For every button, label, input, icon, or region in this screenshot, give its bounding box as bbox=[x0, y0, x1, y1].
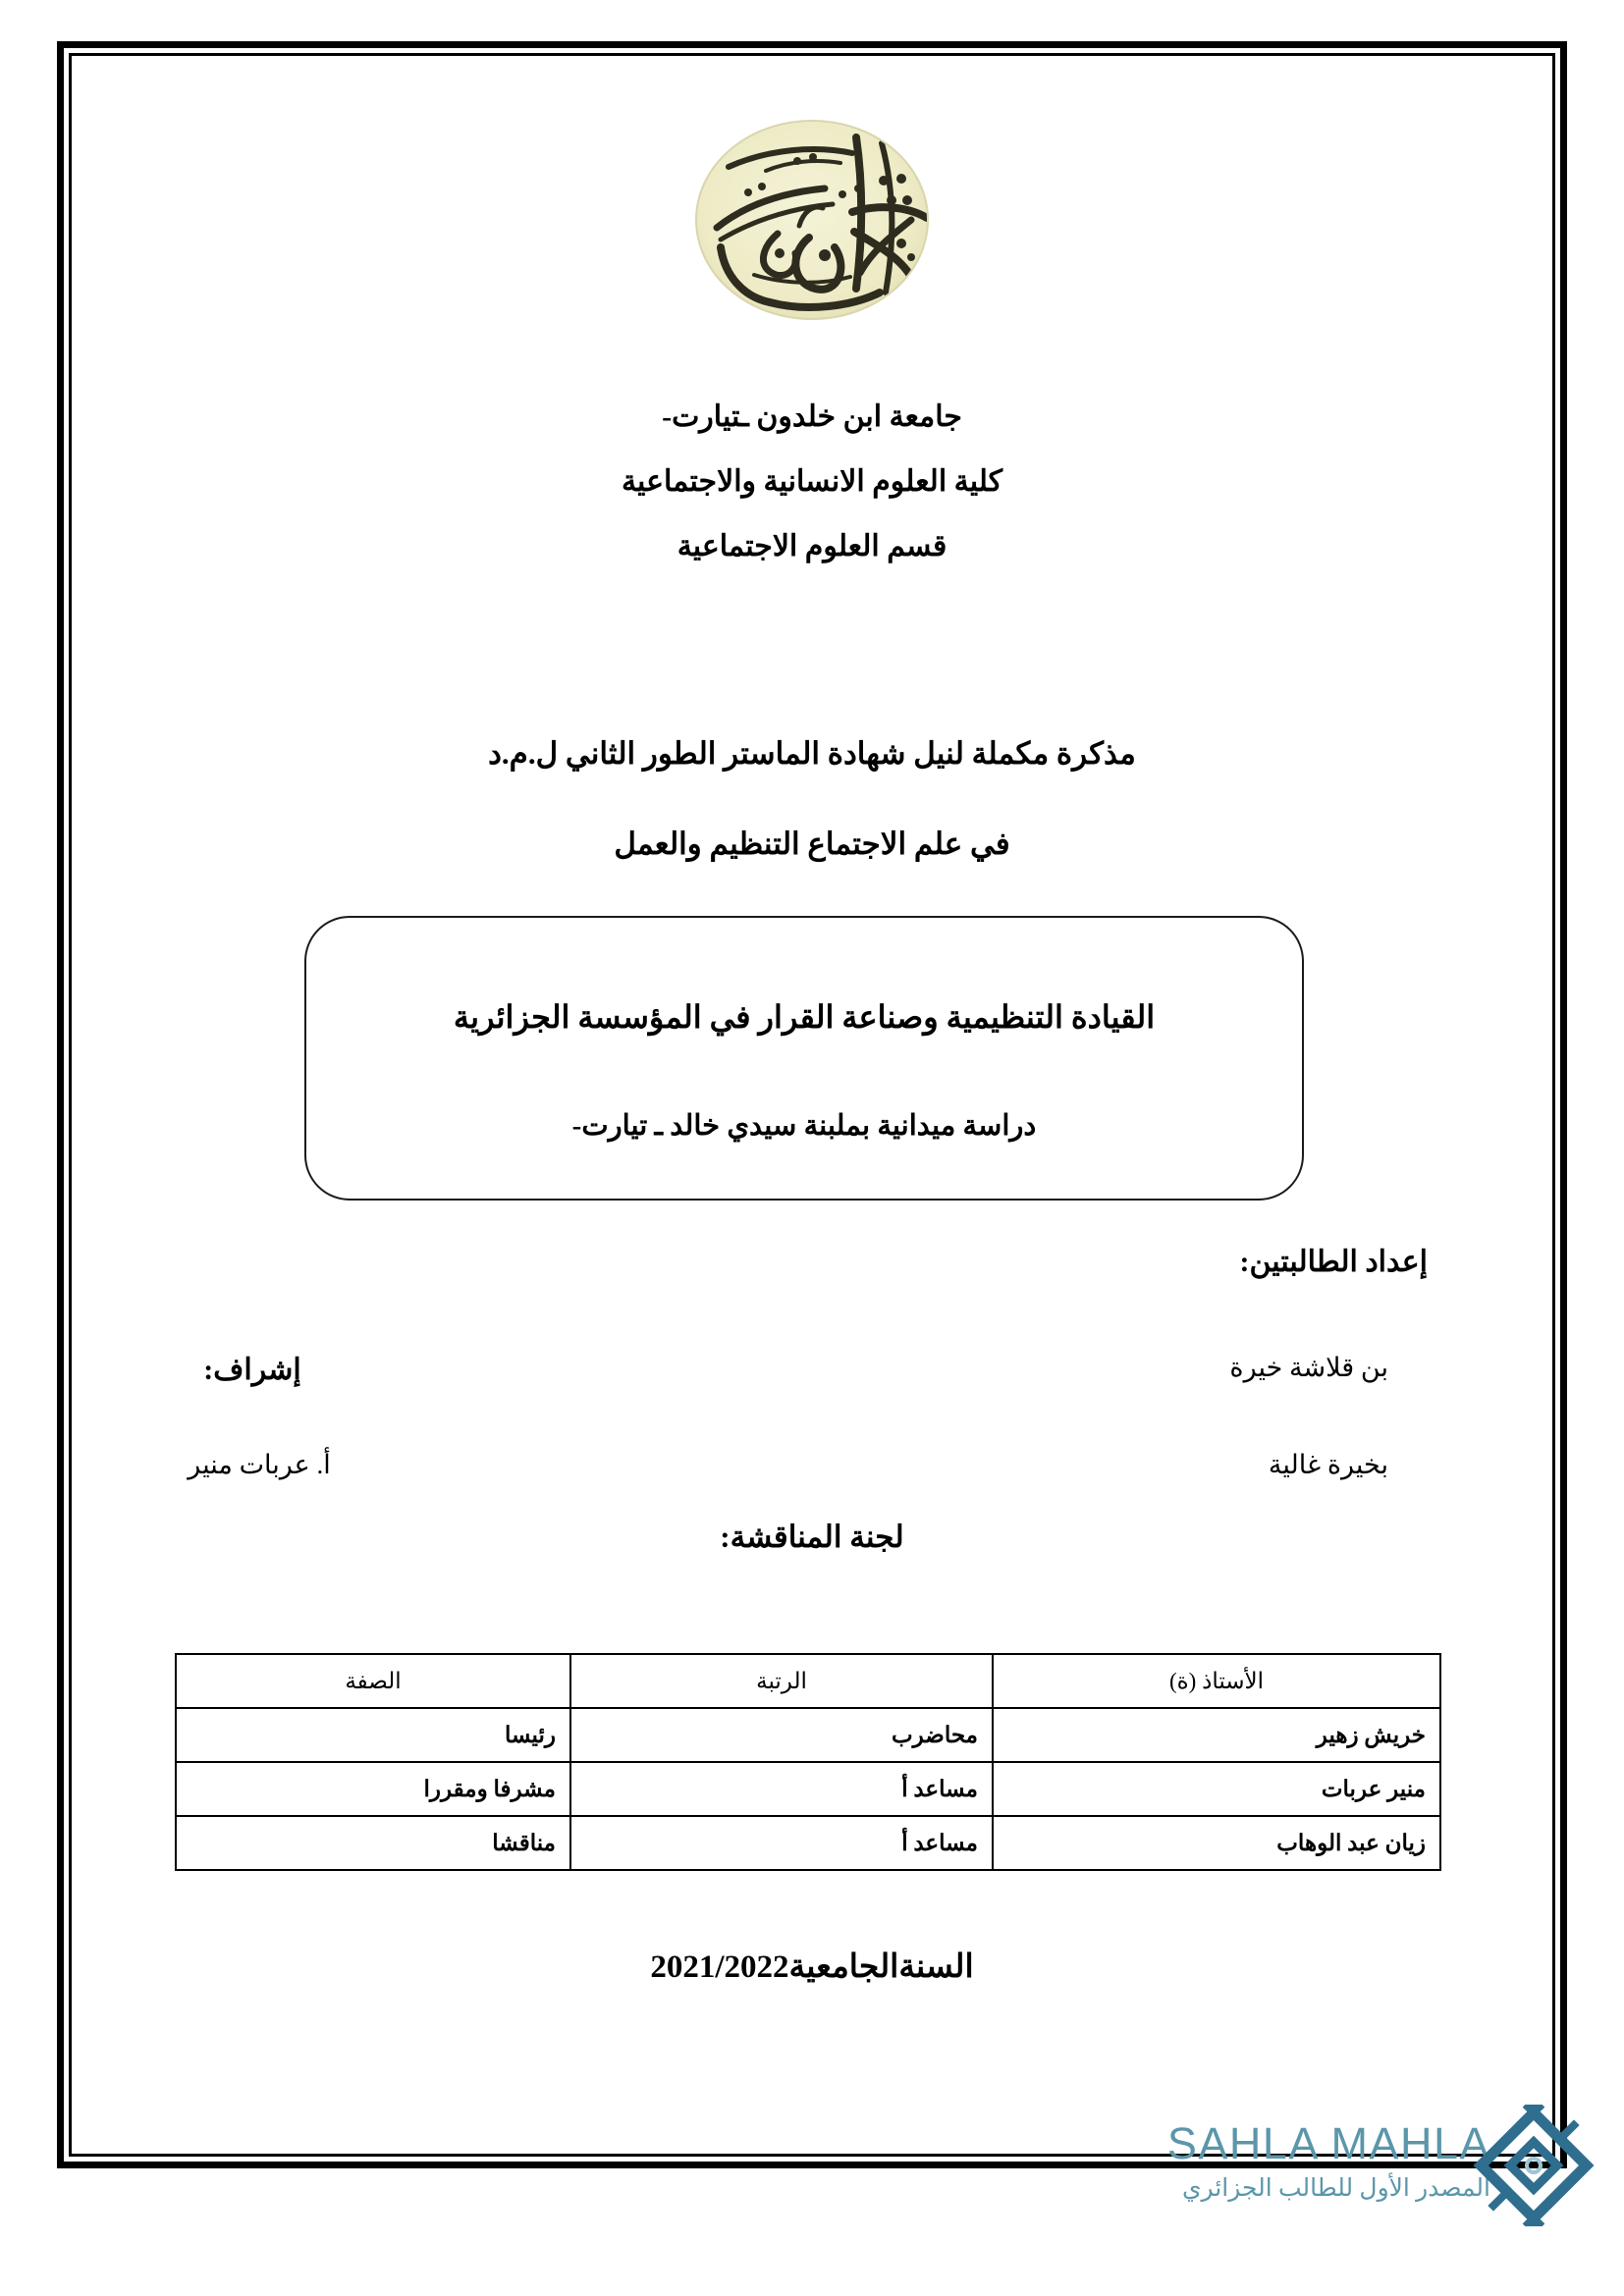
sahla-mahla-watermark bbox=[1108, 2112, 1598, 2240]
jury-member-rank: محاضرب bbox=[570, 1708, 993, 1762]
jury-member-rank: مساعد أ bbox=[570, 1762, 993, 1816]
table-row bbox=[176, 1762, 1440, 1816]
jury-column-header-name: الأستاذ (ة) bbox=[993, 1654, 1440, 1708]
thesis-subtitle: دراسة ميدانية بملبنة سيدي خالد ـ تيارت- bbox=[571, 1110, 1037, 1142]
jury-member-name: منير عربات bbox=[993, 1762, 1440, 1816]
supervisor-heading: إشراف: bbox=[203, 1354, 301, 1386]
author-name-2: بخيرة غالية bbox=[1268, 1450, 1388, 1479]
sahla-mahla-diamond-logo-icon bbox=[1473, 2105, 1595, 2226]
jury-member-role: مناقشا bbox=[176, 1816, 570, 1870]
academic-year: السنةالجامعية2021/2022 bbox=[650, 1949, 974, 1985]
author-name-1: بن قلاشة خيرة bbox=[1229, 1353, 1388, 1382]
jury-heading: لجنة المناقشة: bbox=[720, 1520, 904, 1554]
jury-table-header-row bbox=[176, 1654, 1440, 1708]
thesis-title-box bbox=[304, 916, 1304, 1201]
jury-member-name: خريش زهير bbox=[993, 1708, 1440, 1762]
jury-table bbox=[175, 1653, 1441, 1871]
header-department: قسم العلوم الاجتماعية bbox=[677, 530, 947, 562]
jury-column-header-role: الصفة bbox=[176, 1654, 570, 1708]
watermark-wordmark: SAHLA MAHLA bbox=[1166, 2118, 1490, 2168]
authors-heading: إعداد الطالبتين: bbox=[1239, 1246, 1428, 1278]
degree-statement: مذكرة مكملة لنيل شهادة الماستر الطور الثاني ل.م.د bbox=[488, 736, 1136, 771]
degree-specialty: في علم الاجتماع التنظيم والعمل bbox=[614, 827, 1010, 861]
table-row bbox=[176, 1708, 1440, 1762]
header-university: جامعة ابن خلدون ـتيارت- bbox=[662, 400, 962, 433]
jury-member-name: زيان عبد الوهاب bbox=[993, 1816, 1440, 1870]
thesis-title: القيادة التنظيمية وصناعة القرار في المؤسسة الجزائرية bbox=[453, 999, 1156, 1035]
supervisor-name: أ. عربات منير bbox=[188, 1450, 331, 1479]
jury-member-role: مشرفا ومقررا bbox=[176, 1762, 570, 1816]
header-faculty: كلية العلوم الانسانية والاجتماعية bbox=[621, 465, 1003, 498]
jury-member-role: رئيسا bbox=[176, 1708, 570, 1762]
university-seal-logo bbox=[660, 110, 964, 326]
table-row bbox=[176, 1816, 1440, 1870]
jury-column-header-rank: الرتبة bbox=[570, 1654, 993, 1708]
jury-member-rank: مساعد أ bbox=[570, 1816, 993, 1870]
watermark-tagline: المصدر الأول للطالب الجزائري bbox=[1181, 2175, 1490, 2202]
